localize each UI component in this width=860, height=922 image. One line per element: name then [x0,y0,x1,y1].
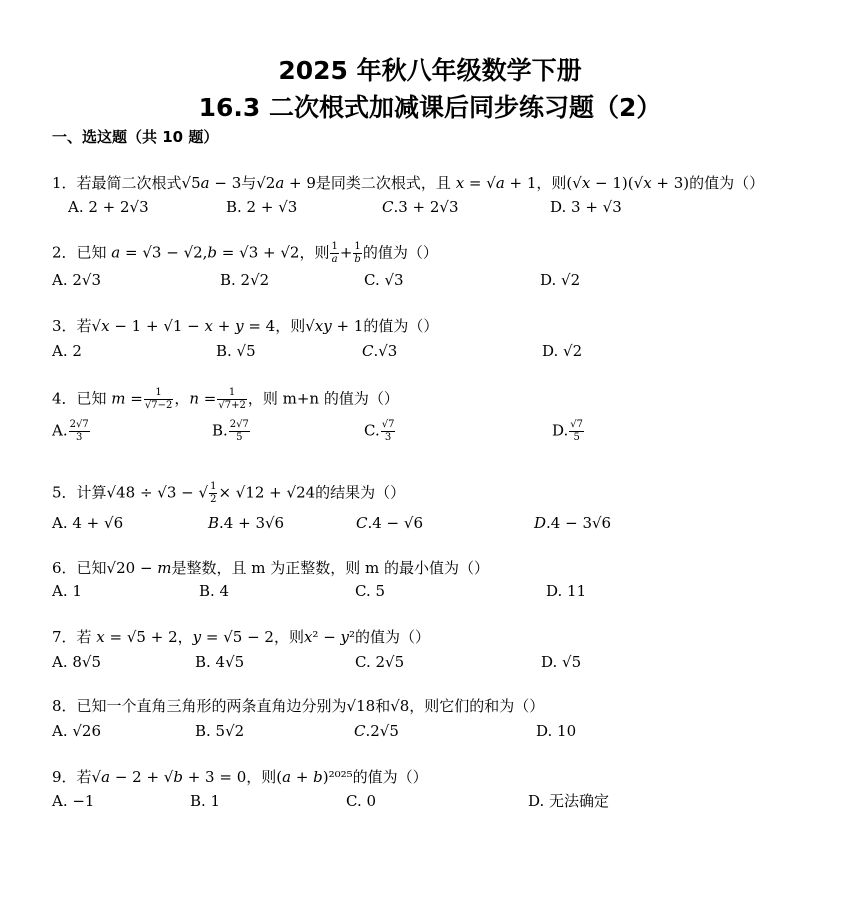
question-3-option-d: D. √2 [542,342,583,360]
question-7-stem: 7．若 𝑥 = √5 + 2，𝑦 = √5 − 2，则𝑥² − 𝑦²的值为（） [52,628,431,646]
fraction-denominator: 2 [210,494,217,505]
question-4-fraction-n [217,387,246,412]
question-1-option-c: 𝐶.3 + 2√3 [382,198,459,216]
fraction-numerator: 1 [210,481,217,492]
option-fraction [381,419,396,444]
question-3-stem: 3．若√𝑥 − 1 + √1 − 𝑥 + 𝑦 = 4，则√𝑥𝑦 + 1的值为（） [52,317,439,335]
question-2-option-c: C. √3 [364,271,404,289]
fraction-numerator: 1 [144,387,173,400]
fraction-denominator: 3 [384,432,392,443]
question-2-stem-end: 的值为（） [362,243,438,262]
question-4-fraction-m [144,387,173,412]
question-7-option-a: A. 8√5 [52,653,102,671]
fraction-denominator: 𝑏 [354,254,361,265]
question-8-option-a: A. √26 [52,722,102,740]
fraction-denominator: √7−2 [144,400,173,411]
question-5-option-c: 𝐶.4 − √6 [356,514,423,532]
question-7-option-d: D. √5 [541,653,582,671]
fraction-numerator: 1 [354,241,361,252]
question-9-option-c: C. 0 [346,792,377,810]
question-4-option-c [364,419,396,444]
question-2-option-b: B. 2√2 [220,271,270,289]
question-5-stem [52,481,405,506]
question-5-option-a: A. 4 + √6 [52,514,124,532]
question-3-option-a: A. 2 [52,342,82,360]
page-subtitle: 16.3 二次根式加减课后同步练习题（2） [198,93,662,122]
question-5-stem-start: 5．计算√48 ÷ √3 − √ [52,483,209,502]
option-label: C. [364,421,380,440]
question-4-stem-mid: ，𝑛 = [174,389,217,408]
question-9-stem: 9．若√𝑎 − 2 + √𝑏 + 3 = 0，则(𝑎 + 𝑏)²⁰²⁵的值为（） [52,768,428,786]
question-3-option-c: 𝐶.√3 [362,342,398,360]
question-2-stem-start: 2．已知 𝑎 = √3 − √2,𝑏 = √3 + √2，则 [52,243,330,262]
fraction-denominator: 5 [236,432,243,443]
section-heading: 一、选这题（共 10 题） [52,128,219,146]
option-fraction [69,419,90,444]
fraction-denominator: 5 [573,432,580,443]
question-9-option-a: A. −1 [52,792,95,810]
question-2-fraction-1 [330,241,338,266]
question-4-option-d [552,419,585,444]
fraction-denominator: 𝑎 [331,254,338,265]
question-8-option-c: 𝐶.2√5 [354,722,399,740]
question-2-stem [52,241,438,266]
question-1-option-b: B. 2 + √3 [226,198,298,216]
fraction-denominator: 3 [75,432,83,443]
question-2-operator: + [339,243,353,262]
fraction-numerator: √7 [570,419,583,430]
question-6-stem: 6．已知√20 − 𝑚是整数，且 m 为正整数，则 m 的最小值为（） [52,559,490,577]
question-5-option-d: 𝐷.4 − 3√6 [534,514,612,532]
question-4-option-b [212,419,251,444]
question-2-fraction-2 [353,241,361,266]
question-8-option-b: B. 5√2 [195,722,245,740]
question-8-stem: 8．已知一个直角三角形的两条直角边分别为√18和√8，则它们的和为（） [52,697,545,715]
question-6-option-c: C. 5 [355,582,386,600]
question-9-option-b: B. 1 [190,792,221,810]
question-1-option-d: D. 3 + √3 [550,198,622,216]
question-1-stem: 1．若最简二次根式√5𝑎 − 3与√2𝑎 + 9是同类二次根式，且 𝑥 = √𝑎 + 1，则(√𝑥 − 1)(√𝑥 + 3)的值为（） [52,174,765,192]
question-4-stem-end: ，则 m+n 的值为（） [247,389,399,408]
option-fraction [229,419,250,444]
question-4-stem [52,387,399,412]
fraction-numerator: 1 [217,387,246,400]
fraction-numerator: 2√7 [69,419,89,430]
question-7-option-c: C. 2√5 [355,653,405,671]
option-label: A. [52,421,68,440]
fraction-numerator: 2√7 [229,419,249,430]
question-6-option-b: B. 4 [199,582,230,600]
question-2-option-d: D. √2 [540,271,581,289]
fraction-numerator: 1 [331,241,338,252]
option-label: D. [552,421,569,440]
question-5-fraction [209,481,217,506]
question-4-stem-start: 4．已知 𝑚 = [52,389,143,408]
option-label: B. [212,421,228,440]
question-5-stem-end: × √12 + √24的结果为（） [218,483,406,502]
question-3-option-b: B. √5 [216,342,256,360]
question-5-option-b: 𝐵.4 + 3√6 [208,514,285,532]
question-6-option-a: A. 1 [52,582,82,600]
question-7-option-b: B. 4√5 [195,653,245,671]
question-1-option-a: A. 2 + 2√3 [68,198,149,216]
question-2-option-a: A. 2√3 [52,271,102,289]
fraction-numerator: √7 [381,419,395,430]
question-8-option-d: D. 10 [536,722,577,740]
fraction-denominator: √7+2 [218,400,246,411]
question-4-option-a [52,419,91,444]
page-title: 2025 年秋八年级数学下册 [278,56,582,85]
question-9-option-d: D. 无法确定 [528,792,610,810]
option-fraction [569,419,584,444]
question-6-option-d: D. 11 [546,582,587,600]
